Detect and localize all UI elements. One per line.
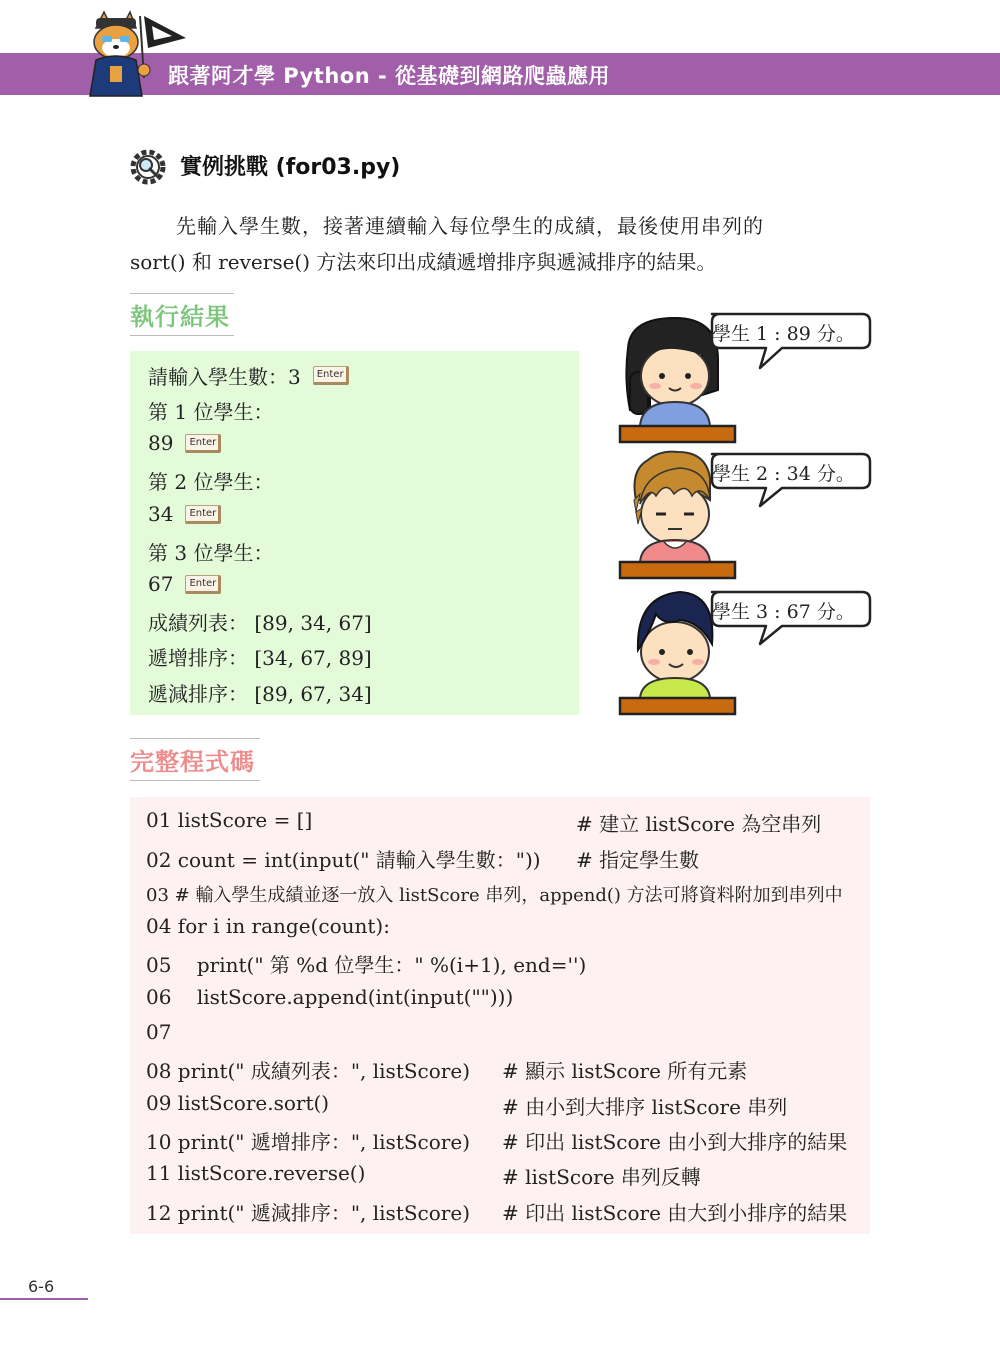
gear-magnifier-icon [128, 147, 168, 187]
run-line-text: 第 3 位學生： [148, 541, 274, 565]
run-line-text: 89 [148, 431, 174, 455]
code-comment: # 建立 listScore 為空串列 [576, 812, 822, 836]
run-line [148, 466, 273, 495]
code-line: 04 for i in range(count): [146, 914, 390, 938]
enter-key-icon: Enter [313, 366, 349, 385]
students-illustration [600, 300, 890, 730]
student-2-speech: 學生 2 : 34 分。 [712, 463, 855, 485]
run-line-text: 67 [148, 572, 174, 596]
enter-key-icon: Enter [185, 434, 221, 453]
run-result-heading: 執行結果 [130, 293, 234, 336]
code-comment: # 印出 listScore 由大到小排序的結果 [502, 1201, 848, 1225]
run-line-text: 第 2 位學生： [148, 470, 274, 494]
run-line [148, 572, 221, 596]
code-comment: # 指定學生數 [576, 848, 700, 872]
page-number: 6-6 [28, 1277, 55, 1296]
code-line: 03 # 輸入學生成績並逐一放入 listScore 串列，append() 方法可將資料附加到串列中 [146, 885, 843, 906]
intro-line-2: sort() 和 reverse() 方法來印出成績遞增排序與遞減排序的結果。 [130, 250, 717, 274]
run-line [148, 502, 221, 526]
student-3-speech: 學生 3 : 67 分。 [712, 601, 855, 623]
code-line: 06 listScore.append(int(input(""))) [146, 985, 514, 1009]
run-line-text: 請輸入學生數：3 [148, 365, 301, 389]
footer-rule [0, 1298, 88, 1300]
run-line [148, 537, 273, 566]
enter-key-icon: Enter [185, 505, 221, 524]
code-line: 08 print(" 成績列表：", listScore) [146, 1059, 470, 1083]
code-line: 02 count = int(input(" 請輸入學生數：")) [146, 848, 541, 872]
run-line-text: 第 1 位學生： [148, 400, 274, 424]
run-line [148, 642, 372, 671]
code-comment: # listScore 串列反轉 [502, 1165, 701, 1189]
run-result-box [130, 351, 579, 715]
code-line: 12 print(" 遞減排序：", listScore) [146, 1201, 470, 1225]
run-line-text: 成績列表： [89, 34, 67] [148, 611, 372, 635]
intro-line-1: 先輸入學生數，接著連續輸入每位學生的成績，最後使用串列的 [176, 214, 764, 238]
code-line: 10 print(" 遞增排序：", listScore) [146, 1130, 470, 1154]
run-line-text: 遞增排序： [34, 67, 89] [148, 646, 372, 670]
run-line [148, 396, 273, 425]
run-line-text: 34 [148, 502, 174, 526]
enter-key-icon: Enter [185, 575, 221, 594]
code-line: 09 listScore.sort() [146, 1091, 330, 1115]
challenge-title: 實例挑戰 (for03.py) [180, 155, 401, 180]
run-line [148, 607, 372, 636]
book-title: 跟著阿才學 Python - 從基礎到網路爬蟲應用 [168, 64, 610, 88]
intro-paragraph [130, 208, 875, 280]
run-line-text: 遞減排序： [89, 67, 34] [148, 682, 372, 706]
students-drawing [600, 300, 890, 730]
code-comment: # 印出 listScore 由小到大排序的結果 [502, 1130, 848, 1154]
student-1-speech: 學生 1 : 89 分。 [712, 323, 855, 345]
code-line: 01 listScore = [] [146, 808, 313, 832]
code-line: 11 listScore.reverse() [146, 1161, 366, 1185]
code-comment: # 顯示 listScore 所有元素 [502, 1059, 748, 1083]
code-comment: # 由小到大排序 listScore 串列 [502, 1095, 788, 1119]
run-line [148, 431, 221, 455]
code-listing [130, 797, 870, 1234]
run-line [148, 361, 349, 390]
full-code-heading: 完整程式碼 [130, 738, 260, 781]
code-line: 07 [146, 1020, 172, 1044]
run-line [148, 678, 372, 707]
code-line: 05 print(" 第 %d 位學生：" %(i+1), end='') [146, 953, 587, 977]
